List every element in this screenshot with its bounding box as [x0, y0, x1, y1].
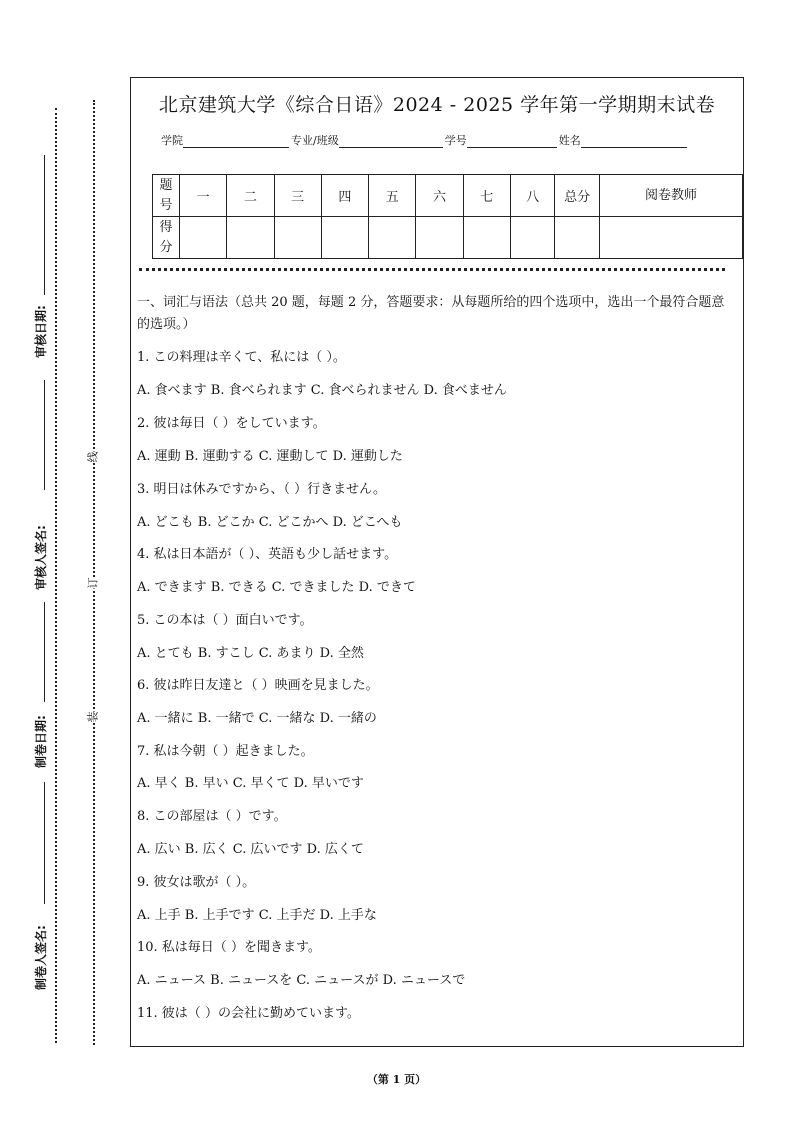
binding-mark-zhuang: 装 [83, 712, 103, 723]
page-number: （第 1 页） [366, 1073, 427, 1086]
question-4-options: A. できます B. できる C. できました D. できて [137, 580, 416, 595]
paper-date-label: 制卷日期: [34, 715, 48, 768]
name-label: 姓名 [558, 134, 581, 147]
page-title: 北京建筑大学《综合日语》2024 - 2025 学年第一学期期末试卷 [158, 94, 716, 116]
college-field[interactable] [183, 135, 289, 148]
exam-frame [130, 77, 744, 1047]
question-1-options: A. 食べます B. 食べられます C. 食べられません D. 食べません [137, 383, 507, 398]
score-table [152, 174, 743, 259]
question-1: 1. この料理は辛くて、私には（ ）。 [137, 350, 346, 365]
review-date-label: 审核日期: [34, 305, 48, 358]
paper-maker-signature-line [44, 782, 45, 904]
binding-mark-xian: 线 [83, 452, 103, 463]
student-info-row [161, 132, 689, 148]
question-2: 2. 彼は毎日（ ）をしています。 [137, 416, 326, 431]
question-8-options: A. 広い B. 広く C. 広いです D. 広くて [137, 842, 364, 857]
question-number-header: 题号 [153, 175, 180, 217]
major-class-label: 专业/班级 [291, 134, 339, 147]
score-cell-total[interactable] [555, 217, 600, 259]
college-label: 学院 [161, 134, 183, 147]
score-col-5: 五 [369, 175, 416, 217]
question-10: 10. 私は毎日（ ）を聞きます。 [137, 940, 321, 955]
major-class-field[interactable] [339, 135, 443, 148]
left-dotted-line [55, 108, 57, 1043]
question-9: 9. 彼女は歌が（ ）。 [137, 875, 256, 890]
score-col-total: 总分 [555, 175, 600, 217]
binding-mark-ding: 订 [83, 578, 103, 589]
score-col-2: 二 [227, 175, 274, 217]
score-cell-1[interactable] [179, 217, 226, 259]
score-col-grader: 阅卷教师 [599, 175, 742, 217]
score-col-4: 四 [321, 175, 368, 217]
student-id-field[interactable] [467, 135, 557, 148]
question-6-options: A. 一緒に B. 一緒で C. 一緒な D. 一緒の [137, 711, 377, 726]
question-6: 6. 彼は昨日友達と（ ）映画を見ました。 [137, 678, 379, 693]
score-cell-8[interactable] [510, 217, 555, 259]
paper-maker-signature-label: 制卷人签名: [34, 925, 48, 990]
question-4: 4. 私は日本語が（ ）、英語も少し話せます。 [137, 547, 398, 562]
reviewer-signature-label: 审核人签名: [34, 525, 48, 590]
question-5-options: A. とても B. すこし C. あまり D. 全然 [137, 646, 364, 661]
binding-dotted-line [93, 100, 95, 1045]
student-id-label: 学号 [444, 134, 467, 147]
reviewer-signature-line [44, 380, 45, 490]
score-cell-4[interactable] [321, 217, 368, 259]
name-field[interactable] [581, 135, 687, 148]
review-date-line [44, 155, 45, 295]
question-2-options: A. 運動 B. 運動する C. 運動して D. 運動した [137, 449, 403, 464]
score-cell-2[interactable] [227, 217, 274, 259]
score-col-8: 八 [510, 175, 555, 217]
section-divider [139, 268, 725, 271]
score-col-3: 三 [274, 175, 321, 217]
score-col-6: 六 [416, 175, 463, 217]
question-10-options: A. ニュース B. ニュースを C. ニュースが D. ニュースで [137, 973, 466, 988]
score-cell-6[interactable] [416, 217, 463, 259]
score-cell-5[interactable] [369, 217, 416, 259]
score-cell-grader[interactable] [599, 217, 742, 259]
score-col-7: 七 [463, 175, 510, 217]
question-9-options: A. 上手 B. 上手です C. 上手だ D. 上手な [137, 908, 377, 923]
score-col-1: 一 [179, 175, 226, 217]
section-1-heading: 一、词汇与语法（总共 20 题，每题 2 分，答题要求：从每题所给的四个选项中，选出一个最符合题意的选项。） [137, 295, 725, 332]
question-3: 3. 明日は休みですから、（ ）行きません。 [137, 482, 386, 497]
score-cell-3[interactable] [274, 217, 321, 259]
question-8: 8. この部屋は（ ）です。 [137, 809, 287, 824]
score-row-header: 得分 [153, 217, 180, 259]
question-11: 11. 彼は（ ）の会社に勤めています。 [137, 1006, 360, 1021]
question-5: 5. この本は（ ）面白いです。 [137, 613, 313, 628]
question-7-options: A. 早く B. 早い C. 早くて D. 早いです [137, 776, 364, 791]
paper-date-line [44, 602, 45, 702]
question-3-options: A. どこも B. どこか C. どこかへ D. どこへも [137, 515, 403, 530]
question-7: 7. 私は今朝（ ）起きました。 [137, 744, 314, 759]
score-cell-7[interactable] [463, 217, 510, 259]
